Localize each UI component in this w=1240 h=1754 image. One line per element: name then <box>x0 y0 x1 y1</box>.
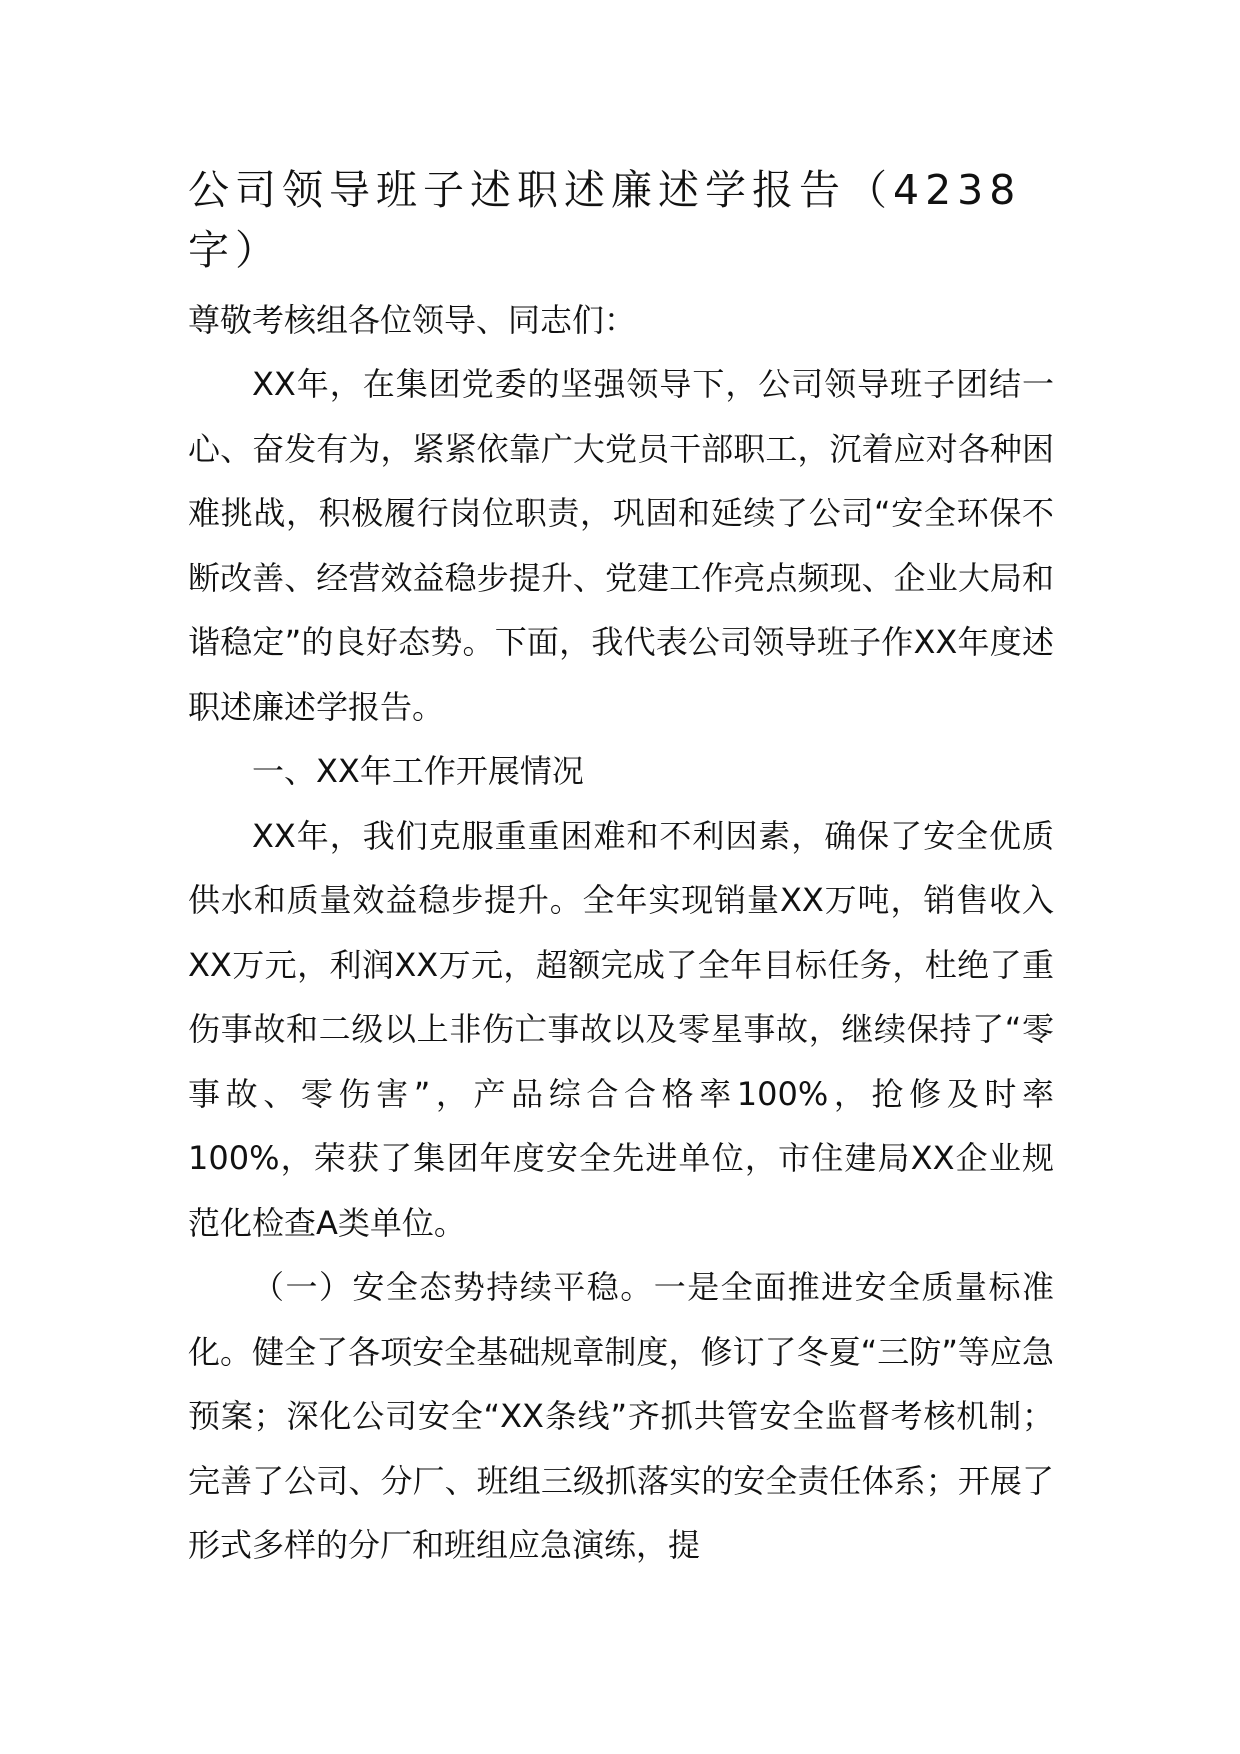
section-heading: 一、XX年工作开展情况 <box>252 752 584 790</box>
section-paragraph-safety: （一）安全态势持续平稳。一是全面推进安全质量标准化。健全了各项安全基础规章制度，修订了冬夏“三防”等应急预案；深化公司安全“XX条线”齐抓共管安全监督考核机制；完善了公司、分厂、班组三级抓落实的安全责任体系；开展了形式多样的分厂和班组应急演练，提 <box>188 1268 1054 1564</box>
intro-paragraph: XX年，在集团党委的坚强领导下，公司领导班子团结一心、奋发有为，紧紧依靠广大党员干部职工，沉着应对各种困难挑战，积极履行岗位职责，巩固和延续了公司“安全环保不断改善、经营效益稳步提升、党建工作亮点频现、企业大局和谐稳定”的良好态势。下面，我代表公司领导班子作XX年度述职述廉述学报告。 <box>188 365 1054 726</box>
section-paragraph-summary: XX年，我们克服重重困难和不利因素，确保了安全优质供水和质量效益稳步提升。全年实现销量XX万吨，销售收入XX万元，利润XX万元，超额完成了全年目标任务，杜绝了重伤事故和二级以上非伤亡事故以及零星事故，继续保持了“零事故、零伤害”，产品综合合格率100%，抢修及时率100%，荣获了集团年度安全先进单位，市住建局XX企业规范化检查A类单位。 <box>188 816 1054 1242</box>
salutation: 尊敬考核组各位领导、同志们： <box>188 301 637 339</box>
document-title: 公司领导班子述职述廉述学报告（4238字） <box>188 166 1022 274</box>
document-page <box>188 160 1054 1578</box>
